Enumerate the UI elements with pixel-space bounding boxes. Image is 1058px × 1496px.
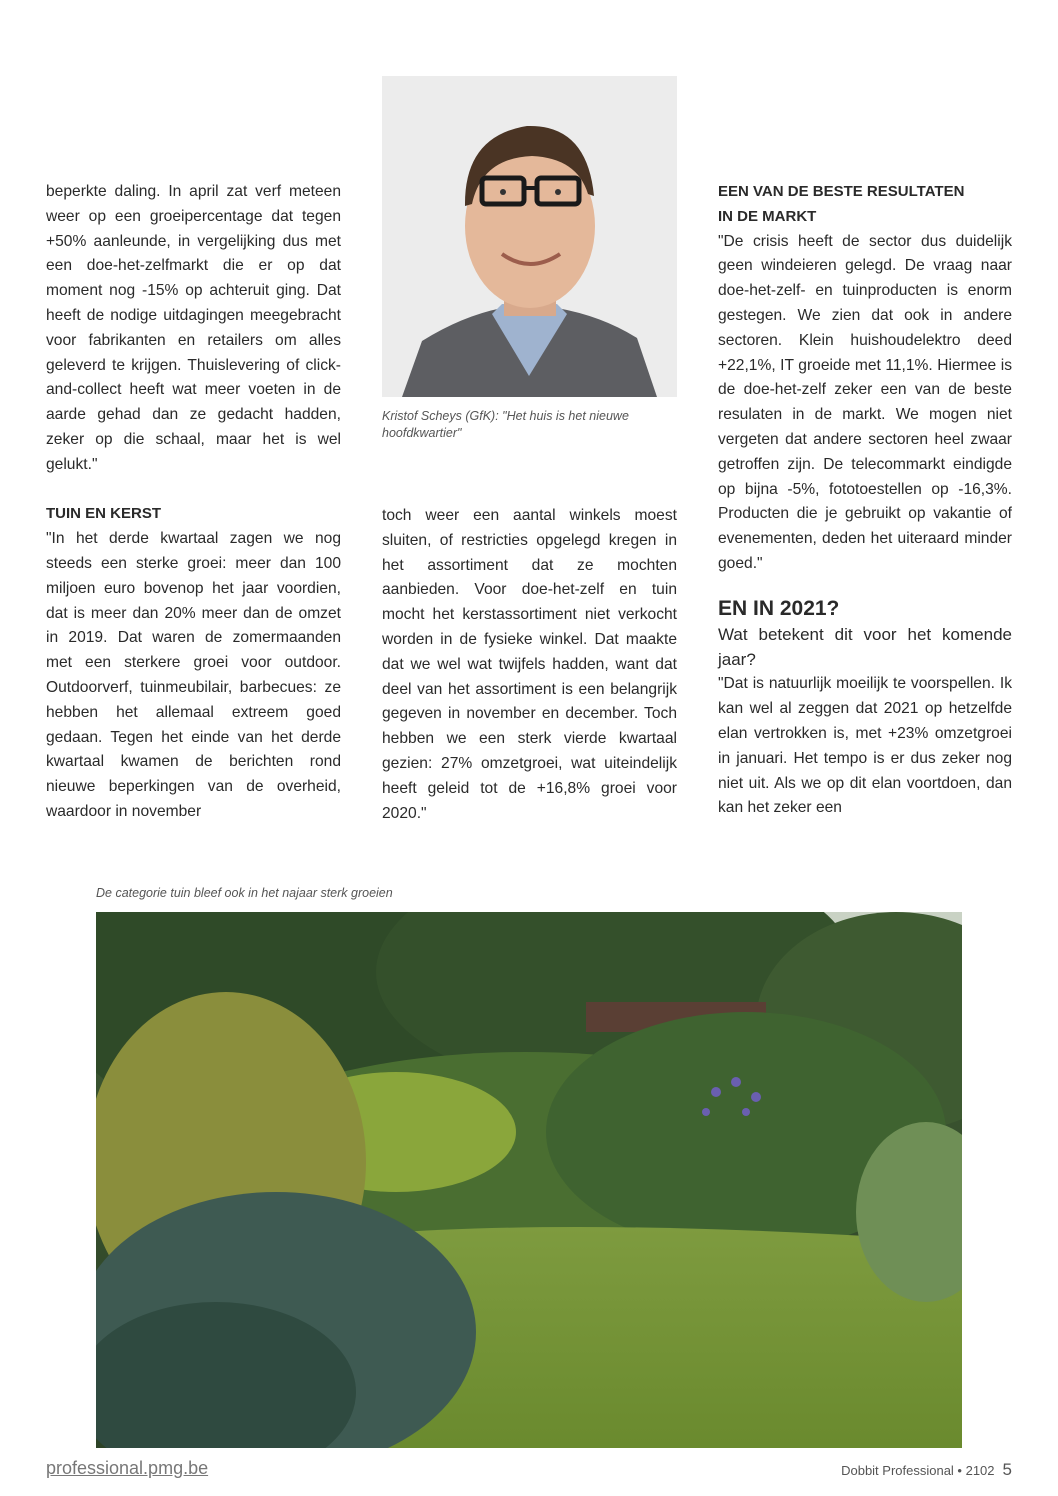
col3-paragraph-2: "Dat is natuurlijk moeilijk te voorspellen. Ik kan wel al zeggen dat 2021 op hetzelfde elan vertrokken is, met +23% omzetgroei in januari. Het tempo is er dus zeker nog niet uit. Als we op dit elan voortdoen, dan kan het zeker een xyxy=(718,675,1012,817)
section-heading-beste-resultaten-line2: IN DE MARKT xyxy=(718,207,817,225)
col1-paragraph-bottom: "In het derde kwartaal zagen we nog steeds een sterke groei: meer dan 100 miljoen euro bovenop het jaar voordien, dat is meer dan 20% meer dan de omzet in 2019. Dat waren de zomermaanden met een sterkere groei voor outdoor. Outdoorverf, tuinmeubilair, barbecues: ze hebben het allemaal extreem goed gedaan. Tegen het einde van het derde kwartaal kwamen de berichten rond nieuwe beperkingen van de overheid, waardoor in november xyxy=(46,530,341,820)
portrait-caption: Kristof Scheys (GfK): "Het huis is het nieuwe hoofdkwartier" xyxy=(382,409,629,440)
footer-url-link[interactable]: professional.pmg.be xyxy=(46,1458,209,1478)
col3-paragraph: "De crisis heeft de sector dus duidelijk geen windeieren gelegd. De vraag naar doe-het-zelf- en tuinproducten is enorm gestegen. We zien dat ook in andere sectoren. Klein huishoudelektro deed +22,1%, IT groeide met 11,1%. Hiermee is de doe-het-zelf zeker een van de beste resulaten in de markt. We mogen niet vergeten dat andere sectoren heel zwaar getroffen zijn. De telecommarkt eindigde op bijna -5%, fototoestellen op -16,3%. Producten die je gebruikt op vakantie of evenementen, deden het uiteraard minder goed." xyxy=(718,232,1012,572)
garden-caption: De categorie tuin bleef ook in het najaar sterk groeien xyxy=(96,886,393,900)
footer-publication xyxy=(841,1460,1012,1480)
portrait-photo xyxy=(382,76,677,397)
footer-publication-name: Dobbit Professional • 2102 xyxy=(841,1463,995,1478)
column-3 xyxy=(718,180,1012,821)
column-1 xyxy=(46,180,341,825)
section-heading-beste-resultaten-line1: EEN VAN DE BESTE RESULTATEN xyxy=(718,183,965,200)
col1-paragraph-top: beperkte daling. In april zat verf meteen weer op een groeipercentage dat tegen +50% aanleunde, in vergelijking dus met een doe-het-zelfmarkt die er op dat moment nog -15% op achteruit ging. Dat heeft de nodige uitdagingen meegebracht voor fabrikanten en retailers om alles geleverd te krijgen. Thuislevering of click-and-collect heeft wat meer voeten in de aarde gehad dan ze gedacht hadden, zeker op die schaal, maar het is wel gelukt." xyxy=(46,183,341,473)
page-number: 5 xyxy=(1002,1460,1012,1479)
section-subheading: Wat betekent dit voor het komende jaar? xyxy=(718,624,1012,669)
col2-paragraph: toch weer een aantal winkels moest sluiten, of restricties opgelegd kregen in het assortiment dat ze mochten aanbieden. Voor doe-het-zelf en tuin mocht het kerstassortiment niet verkocht worden in de fysieke winkel. Dat maakte dat we wel wat twijfels hadden, want dat deel van het assortiment is een belangrijk gegeven in november en december. Toch hebben we een sterk vierde kwartaal gezien: 27% omzetgroei, wat uiteindelijk heeft geleid tot de +16,8% groei voor 2020." xyxy=(382,507,677,822)
section-heading-tuin-en-kerst: TUIN EN KERST xyxy=(46,505,162,523)
column-2 xyxy=(382,504,677,826)
section-heading-en-in-2021: EN IN 2021? xyxy=(718,596,840,620)
garden-photo xyxy=(96,912,962,1448)
